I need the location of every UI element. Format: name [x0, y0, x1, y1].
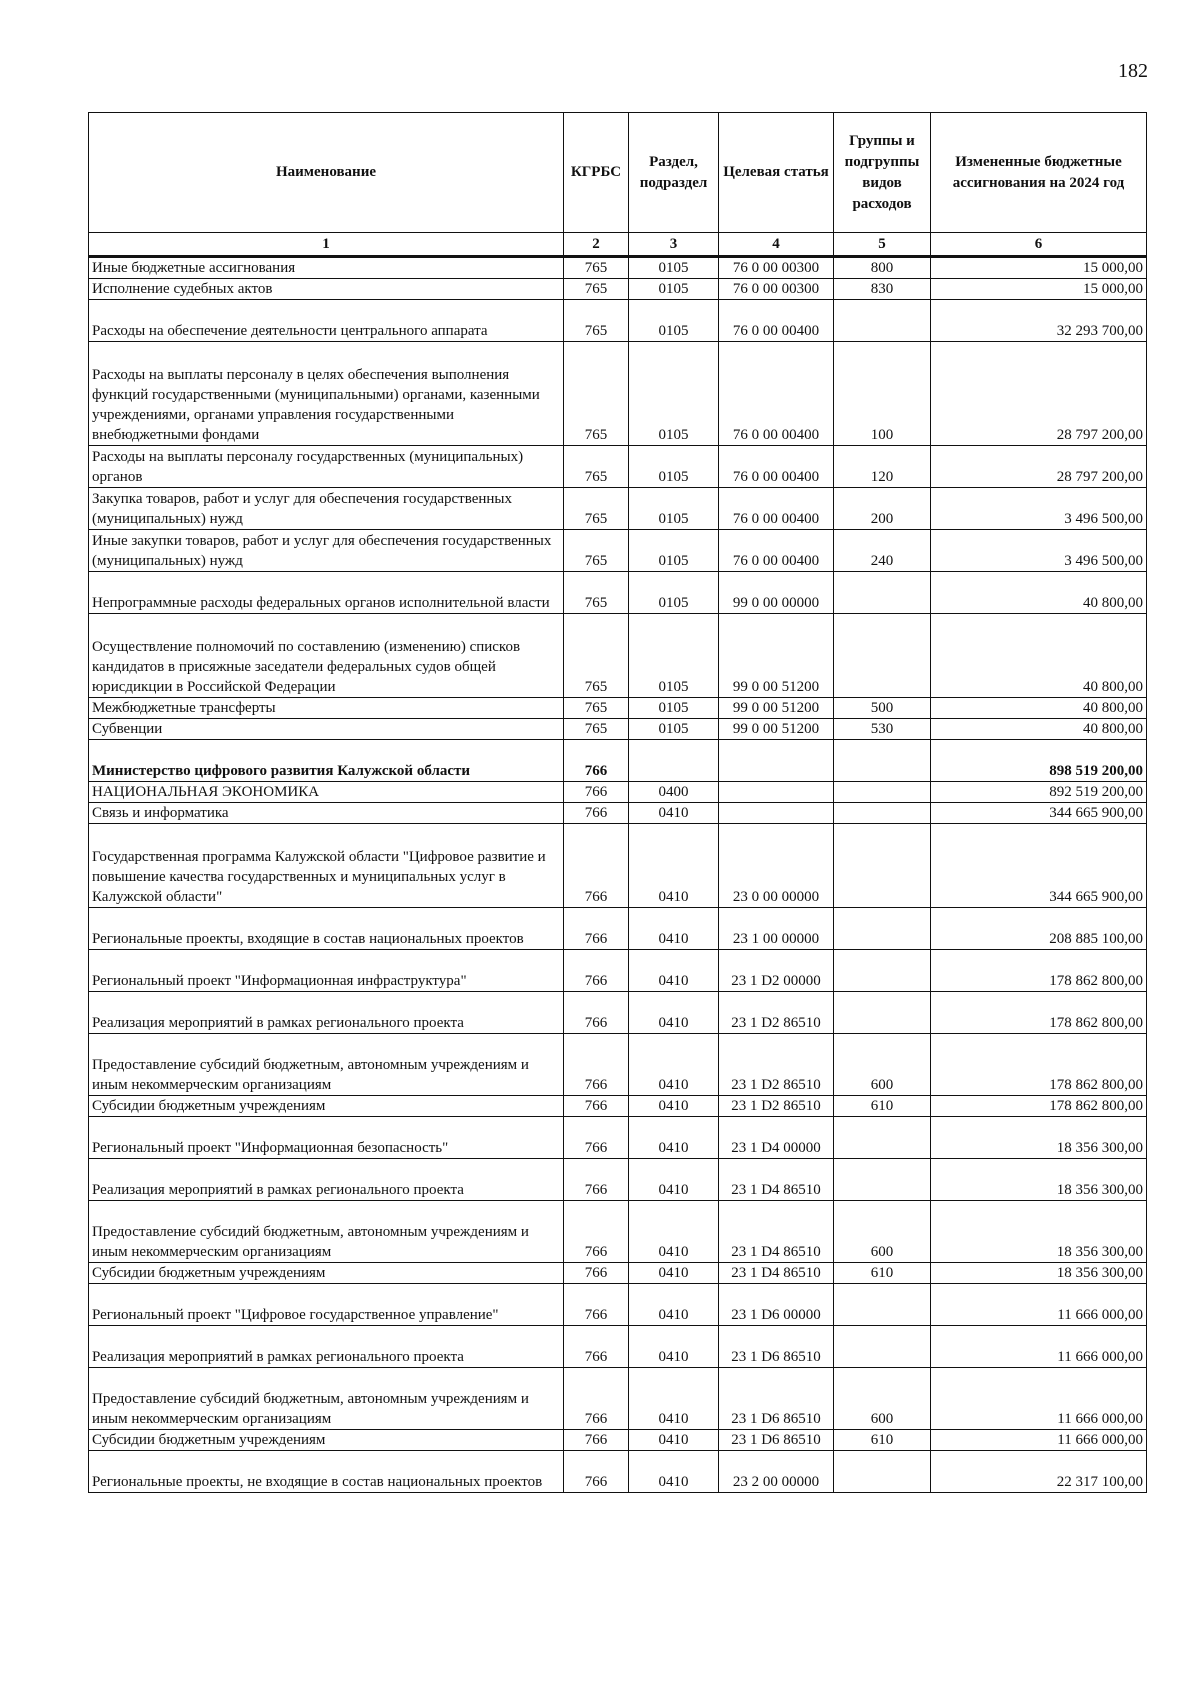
row-kgrbs-cell: 765 [564, 300, 629, 342]
row-kgrbs-cell: 766 [564, 1263, 629, 1284]
row-target-cell: 23 1 D6 00000 [719, 1284, 834, 1326]
row-amount-cell: 22 317 100,00 [931, 1451, 1147, 1493]
row-target-cell: 76 0 00 00400 [719, 342, 834, 446]
row-name-cell: Реализация мероприятий в рамках регионального проекта [89, 1159, 564, 1201]
row-target-cell: 23 0 00 00000 [719, 824, 834, 908]
table-row [89, 1159, 1147, 1201]
row-amount-cell: 18 356 300,00 [931, 1159, 1147, 1201]
row-target-cell: 76 0 00 00300 [719, 257, 834, 279]
row-target-cell: 23 1 D2 00000 [719, 950, 834, 992]
table-row [89, 740, 1147, 782]
table-row [89, 803, 1147, 824]
row-section-cell: 0105 [629, 698, 719, 719]
row-expense-type-cell: 200 [834, 488, 931, 530]
row-name-cell: Предоставление субсидий бюджетным, автономным учреждениям и иным некоммерческим организациям [89, 1034, 564, 1096]
row-section-cell: 0410 [629, 1201, 719, 1263]
row-target-cell: 23 1 D4 86510 [719, 1159, 834, 1201]
row-kgrbs-cell: 765 [564, 488, 629, 530]
table-row [89, 342, 1147, 446]
row-kgrbs-cell: 766 [564, 1326, 629, 1368]
row-section-cell: 0105 [629, 488, 719, 530]
row-section-cell: 0105 [629, 300, 719, 342]
row-name-cell: Субвенции [89, 719, 564, 740]
row-amount-cell: 18 356 300,00 [931, 1201, 1147, 1263]
row-amount-cell: 178 862 800,00 [931, 950, 1147, 992]
row-amount-cell: 15 000,00 [931, 257, 1147, 279]
row-name-cell: Иные закупки товаров, работ и услуг для обеспечения государственных (муниципальных) нужд [89, 530, 564, 572]
row-name-cell: Непрограммные расходы федеральных органов исполнительной власти [89, 572, 564, 614]
table-row [89, 1034, 1147, 1096]
row-amount-cell: 40 800,00 [931, 572, 1147, 614]
row-kgrbs-cell: 766 [564, 1284, 629, 1326]
table-row [89, 300, 1147, 342]
row-name-cell: Региональный проект "Информационная инфраструктура" [89, 950, 564, 992]
row-kgrbs-cell: 766 [564, 1159, 629, 1201]
row-expense-type-cell: 800 [834, 257, 931, 279]
row-expense-type-cell [834, 950, 931, 992]
row-name-cell: Реализация мероприятий в рамках регионального проекта [89, 992, 564, 1034]
row-expense-type-cell [834, 824, 931, 908]
row-section-cell: 0410 [629, 1096, 719, 1117]
row-name-cell: Министерство цифрового развития Калужской области [89, 740, 564, 782]
row-expense-type-cell [834, 1284, 931, 1326]
row-kgrbs-cell: 766 [564, 1368, 629, 1430]
row-amount-cell: 178 862 800,00 [931, 1034, 1147, 1096]
row-target-cell: 99 0 00 51200 [719, 719, 834, 740]
table-body [89, 257, 1147, 1493]
row-kgrbs-cell: 766 [564, 1430, 629, 1451]
row-target-cell: 23 1 D4 00000 [719, 1117, 834, 1159]
table-row [89, 614, 1147, 698]
row-expense-type-cell [834, 1326, 931, 1368]
row-target-cell: 76 0 00 00400 [719, 446, 834, 488]
budget-table [88, 112, 1147, 1493]
row-kgrbs-cell: 765 [564, 257, 629, 279]
table-row [89, 1117, 1147, 1159]
header-kgrbs: КГРБС [564, 113, 629, 233]
row-expense-type-cell: 830 [834, 279, 931, 300]
row-amount-cell: 898 519 200,00 [931, 740, 1147, 782]
column-number: 5 [834, 233, 931, 257]
row-name-cell: Региональный проект "Информационная безопасность" [89, 1117, 564, 1159]
row-target-cell: 76 0 00 00400 [719, 488, 834, 530]
row-target-cell: 23 1 00 00000 [719, 908, 834, 950]
row-kgrbs-cell: 766 [564, 803, 629, 824]
row-name-cell: Расходы на выплаты персоналу в целях обеспечения выполнения функций государственными (муниципальными) органами, казенными учреждениями, органами управления государственными внебюджетными фондами [89, 342, 564, 446]
row-target-cell [719, 740, 834, 782]
row-target-cell: 23 1 D4 86510 [719, 1201, 834, 1263]
row-expense-type-cell: 530 [834, 719, 931, 740]
row-target-cell: 99 0 00 00000 [719, 572, 834, 614]
row-amount-cell: 178 862 800,00 [931, 992, 1147, 1034]
row-name-cell: Субсидии бюджетным учреждениям [89, 1263, 564, 1284]
row-section-cell: 0410 [629, 1430, 719, 1451]
row-name-cell: Исполнение судебных актов [89, 279, 564, 300]
row-name-cell: Предоставление субсидий бюджетным, автономным учреждениям и иным некоммерческим организациям [89, 1201, 564, 1263]
column-number: 3 [629, 233, 719, 257]
row-kgrbs-cell: 766 [564, 950, 629, 992]
row-section-cell: 0105 [629, 342, 719, 446]
row-section-cell: 0410 [629, 1117, 719, 1159]
row-amount-cell: 3 496 500,00 [931, 530, 1147, 572]
table-header-row [89, 113, 1147, 233]
row-section-cell: 0410 [629, 1263, 719, 1284]
row-name-cell: Государственная программа Калужской области "Цифровое развитие и повышение качества государственных и муниципальных услуг в Калужской области" [89, 824, 564, 908]
page-number: 182 [1118, 60, 1148, 82]
table-row [89, 992, 1147, 1034]
row-kgrbs-cell: 765 [564, 446, 629, 488]
row-target-cell: 23 1 D4 86510 [719, 1263, 834, 1284]
row-expense-type-cell [834, 300, 931, 342]
row-expense-type-cell [834, 1117, 931, 1159]
table-row [89, 698, 1147, 719]
row-name-cell: Расходы на обеспечение деятельности центрального аппарата [89, 300, 564, 342]
row-kgrbs-cell: 765 [564, 698, 629, 719]
column-number: 2 [564, 233, 629, 257]
column-number-row [89, 233, 1147, 257]
column-number: 4 [719, 233, 834, 257]
row-expense-type-cell [834, 803, 931, 824]
header-amount: Измененные бюджетные ассигнования на 2024 год [931, 113, 1147, 233]
row-section-cell: 0105 [629, 257, 719, 279]
table-row [89, 572, 1147, 614]
table-row [89, 950, 1147, 992]
row-name-cell: Региональные проекты, не входящие в состав национальных проектов [89, 1451, 564, 1493]
header-section: Раздел, подраздел [629, 113, 719, 233]
row-amount-cell: 32 293 700,00 [931, 300, 1147, 342]
row-kgrbs-cell: 765 [564, 572, 629, 614]
table-row [89, 824, 1147, 908]
row-kgrbs-cell: 766 [564, 1117, 629, 1159]
row-section-cell: 0410 [629, 950, 719, 992]
table-row [89, 1096, 1147, 1117]
row-kgrbs-cell: 765 [564, 530, 629, 572]
row-expense-type-cell [834, 1159, 931, 1201]
row-amount-cell: 11 666 000,00 [931, 1430, 1147, 1451]
row-name-cell: Предоставление субсидий бюджетным, автономным учреждениям и иным некоммерческим организациям [89, 1368, 564, 1430]
row-expense-type-cell: 500 [834, 698, 931, 719]
row-target-cell [719, 782, 834, 803]
row-name-cell: НАЦИОНАЛЬНАЯ ЭКОНОМИКА [89, 782, 564, 803]
row-name-cell: Иные бюджетные ассигнования [89, 257, 564, 279]
row-kgrbs-cell: 766 [564, 908, 629, 950]
table-row [89, 1284, 1147, 1326]
row-kgrbs-cell: 765 [564, 614, 629, 698]
row-amount-cell: 40 800,00 [931, 614, 1147, 698]
row-section-cell: 0105 [629, 446, 719, 488]
row-target-cell: 76 0 00 00400 [719, 300, 834, 342]
row-name-cell: Субсидии бюджетным учреждениям [89, 1096, 564, 1117]
row-kgrbs-cell: 766 [564, 1201, 629, 1263]
row-expense-type-cell [834, 1451, 931, 1493]
row-target-cell: 23 2 00 00000 [719, 1451, 834, 1493]
row-expense-type-cell: 600 [834, 1368, 931, 1430]
row-amount-cell: 11 666 000,00 [931, 1326, 1147, 1368]
row-amount-cell: 40 800,00 [931, 698, 1147, 719]
row-section-cell: 0410 [629, 1326, 719, 1368]
row-section-cell: 0410 [629, 803, 719, 824]
row-target-cell: 99 0 00 51200 [719, 698, 834, 719]
row-section-cell: 0105 [629, 279, 719, 300]
row-target-cell: 23 1 D2 86510 [719, 1096, 834, 1117]
row-amount-cell: 15 000,00 [931, 279, 1147, 300]
row-kgrbs-cell: 766 [564, 992, 629, 1034]
row-section-cell: 0105 [629, 614, 719, 698]
row-expense-type-cell: 610 [834, 1263, 931, 1284]
row-amount-cell: 11 666 000,00 [931, 1284, 1147, 1326]
column-number: 6 [931, 233, 1147, 257]
row-kgrbs-cell: 766 [564, 1034, 629, 1096]
row-section-cell: 0410 [629, 824, 719, 908]
row-name-cell: Закупка товаров, работ и услуг для обеспечения государственных (муниципальных) нужд [89, 488, 564, 530]
row-amount-cell: 18 356 300,00 [931, 1117, 1147, 1159]
table-row [89, 279, 1147, 300]
row-target-cell: 23 1 D6 86510 [719, 1430, 834, 1451]
header-target: Целевая статья [719, 113, 834, 233]
table-row [89, 446, 1147, 488]
table-row [89, 1326, 1147, 1368]
table-row [89, 1201, 1147, 1263]
row-expense-type-cell [834, 782, 931, 803]
row-name-cell: Расходы на выплаты персоналу государственных (муниципальных) органов [89, 446, 564, 488]
row-section-cell: 0105 [629, 719, 719, 740]
table-row [89, 1368, 1147, 1430]
column-number: 1 [89, 233, 564, 257]
row-section-cell: 0410 [629, 908, 719, 950]
row-kgrbs-cell: 766 [564, 824, 629, 908]
row-target-cell: 76 0 00 00300 [719, 279, 834, 300]
row-expense-type-cell [834, 614, 931, 698]
table-row [89, 257, 1147, 279]
row-section-cell: 0410 [629, 992, 719, 1034]
row-kgrbs-cell: 765 [564, 342, 629, 446]
row-section-cell: 0410 [629, 1368, 719, 1430]
row-expense-type-cell [834, 740, 931, 782]
table-row [89, 1430, 1147, 1451]
row-expense-type-cell: 610 [834, 1096, 931, 1117]
row-expense-type-cell: 120 [834, 446, 931, 488]
row-amount-cell: 40 800,00 [931, 719, 1147, 740]
table-row [89, 488, 1147, 530]
row-section-cell: 0105 [629, 530, 719, 572]
header-name: Наименование [89, 113, 564, 233]
row-name-cell: Региональные проекты, входящие в состав национальных проектов [89, 908, 564, 950]
row-kgrbs-cell: 766 [564, 1096, 629, 1117]
row-amount-cell: 208 885 100,00 [931, 908, 1147, 950]
row-name-cell: Реализация мероприятий в рамках регионального проекта [89, 1326, 564, 1368]
row-expense-type-cell [834, 908, 931, 950]
row-expense-type-cell: 600 [834, 1201, 931, 1263]
header-expense-type: Группы и подгруппы видов расходов [834, 113, 931, 233]
row-target-cell: 99 0 00 51200 [719, 614, 834, 698]
row-section-cell: 0410 [629, 1034, 719, 1096]
row-amount-cell: 344 665 900,00 [931, 824, 1147, 908]
row-section-cell: 0410 [629, 1284, 719, 1326]
row-section-cell: 0410 [629, 1451, 719, 1493]
row-section-cell: 0105 [629, 572, 719, 614]
row-expense-type-cell: 610 [834, 1430, 931, 1451]
row-target-cell: 23 1 D6 86510 [719, 1326, 834, 1368]
row-target-cell: 23 1 D2 86510 [719, 992, 834, 1034]
row-target-cell [719, 803, 834, 824]
row-name-cell: Субсидии бюджетным учреждениям [89, 1430, 564, 1451]
row-name-cell: Связь и информатика [89, 803, 564, 824]
row-expense-type-cell: 600 [834, 1034, 931, 1096]
table-row [89, 782, 1147, 803]
row-amount-cell: 892 519 200,00 [931, 782, 1147, 803]
table-row [89, 1263, 1147, 1284]
row-target-cell: 23 1 D6 86510 [719, 1368, 834, 1430]
row-amount-cell: 178 862 800,00 [931, 1096, 1147, 1117]
row-expense-type-cell: 240 [834, 530, 931, 572]
row-name-cell: Региональный проект "Цифровое государственное управление" [89, 1284, 564, 1326]
row-kgrbs-cell: 766 [564, 1451, 629, 1493]
row-kgrbs-cell: 765 [564, 719, 629, 740]
table-row [89, 719, 1147, 740]
row-expense-type-cell [834, 992, 931, 1034]
row-name-cell: Межбюджетные трансферты [89, 698, 564, 719]
row-section-cell: 0410 [629, 1159, 719, 1201]
row-target-cell: 23 1 D2 86510 [719, 1034, 834, 1096]
row-expense-type-cell: 100 [834, 342, 931, 446]
row-section-cell: 0400 [629, 782, 719, 803]
row-amount-cell: 18 356 300,00 [931, 1263, 1147, 1284]
row-amount-cell: 11 666 000,00 [931, 1368, 1147, 1430]
table-row [89, 1451, 1147, 1493]
table-row [89, 908, 1147, 950]
table-row [89, 530, 1147, 572]
row-kgrbs-cell: 765 [564, 279, 629, 300]
row-amount-cell: 28 797 200,00 [931, 446, 1147, 488]
row-amount-cell: 28 797 200,00 [931, 342, 1147, 446]
row-amount-cell: 3 496 500,00 [931, 488, 1147, 530]
row-kgrbs-cell: 766 [564, 740, 629, 782]
row-name-cell: Осуществление полномочий по составлению (изменению) списков кандидатов в присяжные заседатели федеральных судов общей юрисдикции в Российской Федерации [89, 614, 564, 698]
row-amount-cell: 344 665 900,00 [931, 803, 1147, 824]
row-section-cell [629, 740, 719, 782]
row-target-cell: 76 0 00 00400 [719, 530, 834, 572]
row-expense-type-cell [834, 572, 931, 614]
row-kgrbs-cell: 766 [564, 782, 629, 803]
